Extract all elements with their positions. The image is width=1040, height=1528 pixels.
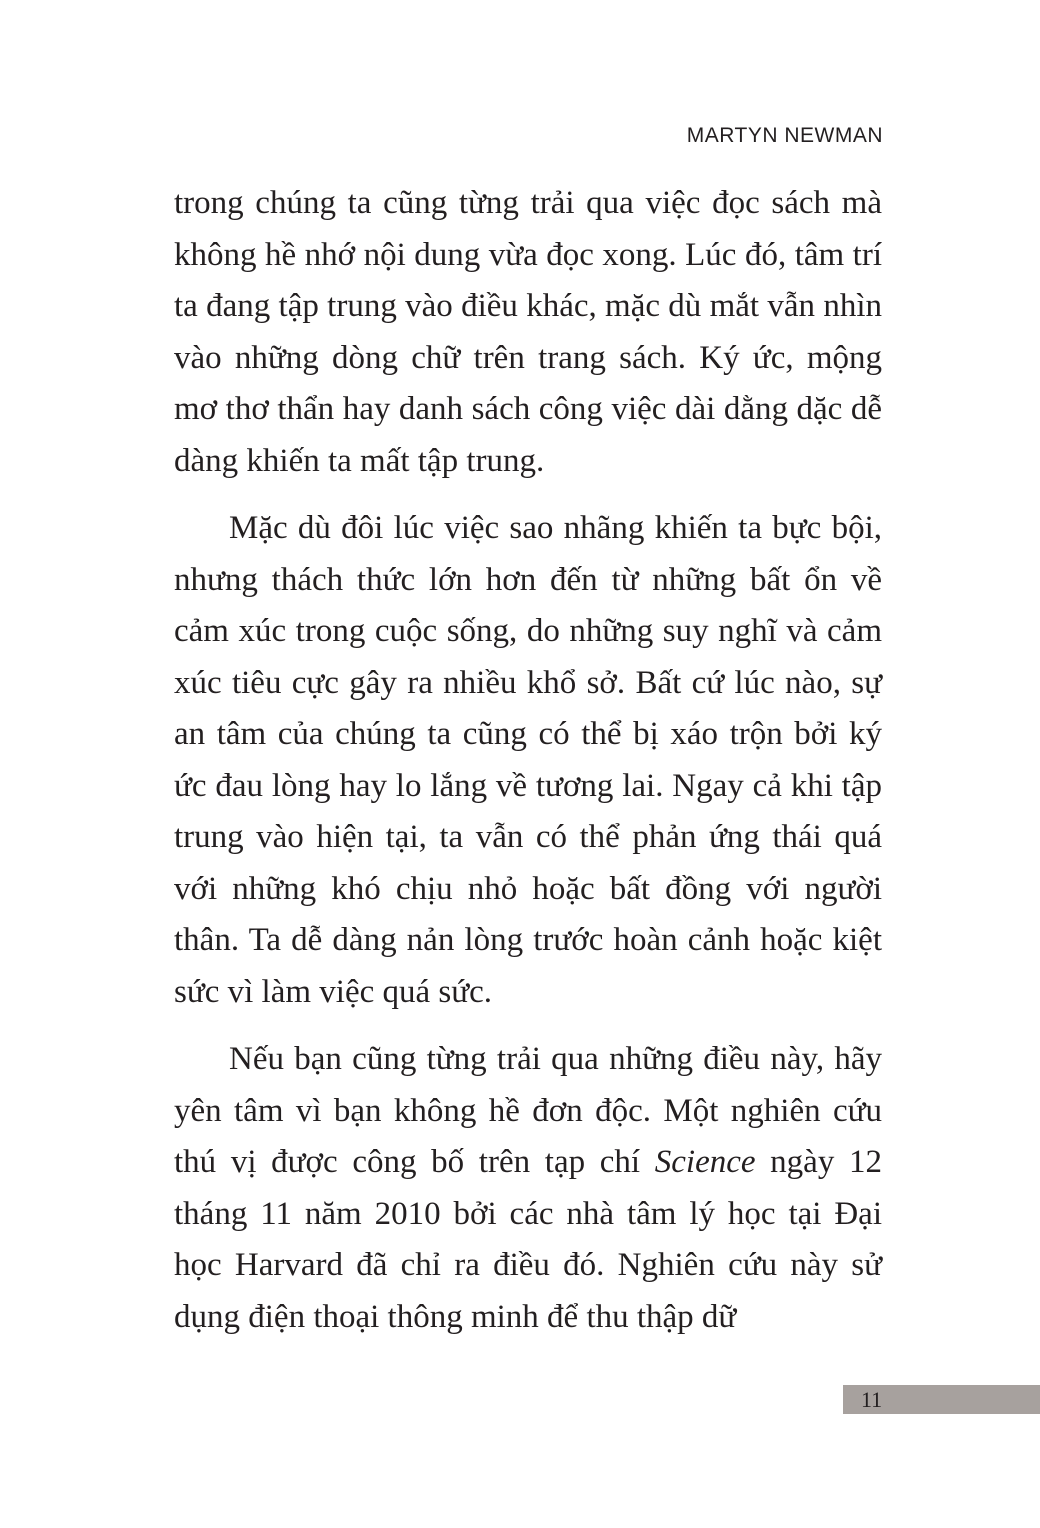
- paragraph-1: trong chúng ta cũng từng trải qua việc đọc sách mà không hề nhớ nội dung vừa đọc xong. Lúc đó, tâm trí ta đang tập trung vào điều khác, mặc dù mắt vẫn nhìn vào những dòng chữ trên trang sách. Ký ức, mộng mơ thơ thẩn hay danh sách công việc dài dằng dặc dễ dàng khiến ta mất tập trung.: [174, 185, 882, 479]
- paragraph-3-part-2: ngày 12 tháng 11 năm 2010 bởi các nhà tâm lý học tại Đại học Harvard đã chỉ ra điều đó. Nghiên cứu này sử dụng điện thoại thông minh để thu thập dữ: [174, 1144, 882, 1335]
- page-number: 11: [861, 1387, 883, 1412]
- page-number-bar: [843, 1385, 1040, 1414]
- body-text: [174, 178, 882, 1359]
- paragraph-2: Mặc dù đôi lúc việc sao nhãng khiến ta bực bội, nhưng thách thức lớn hơn đến từ những bất ổn về cảm xúc trong cuộc sống, do những suy nghĩ và cảm xúc tiêu cực gây ra nhiều khổ sở. Bất cứ lúc nào, sự an tâm của chúng ta cũng có thể bị xáo trộn bởi ký ức đau lòng hay lo lắng về tương lai. Ngay cả khi tập trung vào hiện tại, ta vẫn có thể phản ứng thái quá với những khó chịu nhỏ hoặc bất đồng với người thân. Ta dễ dàng nản lòng trước hoàn cảnh hoặc kiệt sức vì làm việc quá sức.: [174, 510, 882, 1010]
- paragraph-3: [174, 1034, 882, 1343]
- paragraph-3-part-1: Nếu bạn cũng từng trải qua những điều này, hãy yên tâm vì bạn không hề đơn độc. Một nghiên cứu thú vị được công bố trên tạp chí: [174, 1041, 882, 1180]
- journal-title-italic: Science: [654, 1144, 756, 1180]
- running-header-author: MARTYN NEWMAN: [686, 124, 883, 147]
